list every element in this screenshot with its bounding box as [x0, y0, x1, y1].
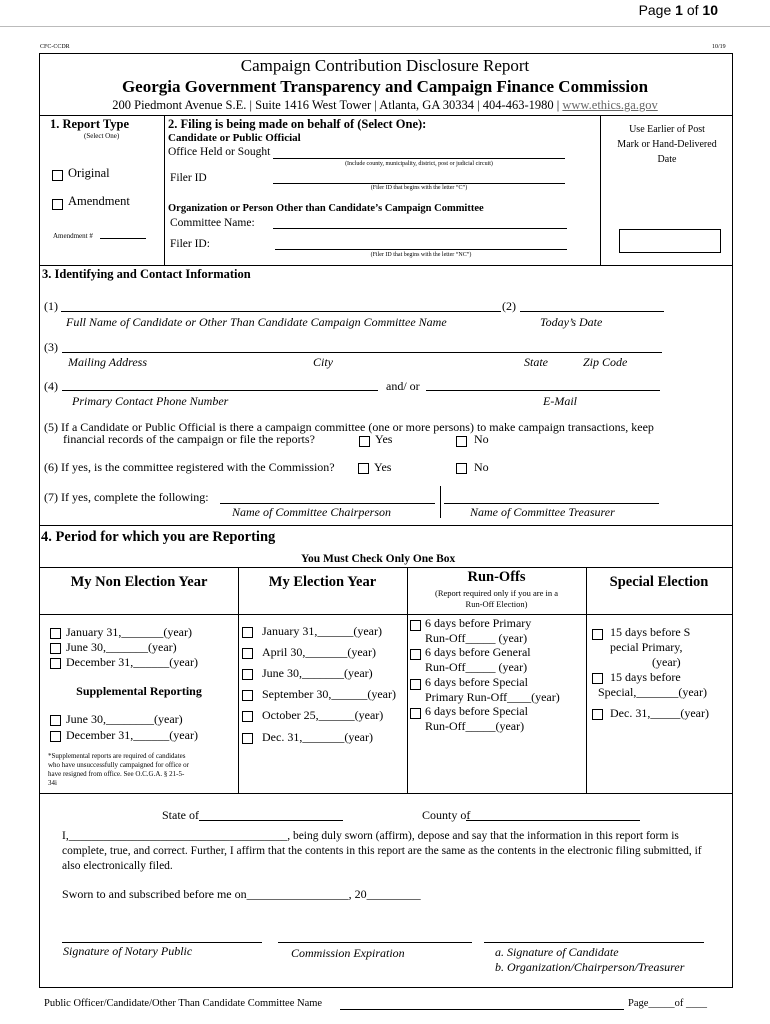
page-of: of	[686, 2, 699, 18]
special-primary-line3: (year)	[652, 655, 681, 669]
city-caption: City	[313, 355, 333, 369]
mailing-address-field[interactable]	[62, 352, 662, 353]
q7-divider	[440, 486, 441, 518]
special-election	[598, 670, 732, 700]
rule-top-sections	[40, 115, 732, 116]
original-label: Original	[68, 166, 110, 180]
supplemental-note	[48, 752, 238, 788]
and-or-label: and/ or	[386, 379, 420, 393]
form-code: CFC-CCDR	[40, 44, 70, 50]
runoff-special-line2: Run-Off_____(year)	[425, 718, 525, 733]
oath-line1: I,______________________________________, being duly sworn (affirm), depose and say that the information in this report form is	[62, 830, 679, 842]
page-label: Page	[638, 2, 672, 18]
committee-name-field[interactable]	[273, 228, 567, 229]
office-field[interactable]	[273, 158, 565, 159]
zip-caption: Zip Code	[583, 355, 628, 369]
supplemental-dec: December 31,______(year)	[66, 728, 198, 742]
runoff-special-primary	[425, 675, 560, 704]
rule-section4	[40, 525, 732, 526]
special-primary-line2: pecial Primary,	[610, 640, 683, 654]
amendment-number-field[interactable]	[100, 238, 146, 239]
page-counter	[639, 2, 718, 18]
phone-caption: Primary Contact Phone Number	[72, 394, 229, 408]
runoff-primary-line2: Run-Off_____ (year)	[425, 630, 528, 645]
revision-date: 10/19	[712, 44, 726, 50]
office-label: Office Held or Sought	[168, 146, 271, 158]
state-caption: State	[524, 355, 548, 369]
email-field[interactable]	[426, 390, 660, 391]
section4-heading: 4. Period for which you are Reporting	[41, 529, 276, 545]
commission-caption: Commission Expiration	[291, 946, 405, 960]
q6-yes-checkbox[interactable]	[358, 463, 369, 474]
non-election-dec-checkbox[interactable]	[50, 658, 61, 669]
org-heading: Organization or Person Other than Candidate’s Campaign Committee	[168, 203, 484, 214]
q6-yes-label: Yes	[374, 460, 392, 474]
commission-address	[0, 98, 770, 113]
item1-number: (1)	[44, 299, 58, 313]
question5-line1: (5) If a Candidate or Public Official is there a campaign committee (one or more persons) to make campaign transactions, keep	[44, 420, 654, 434]
special-primary-line1: 15 days before S	[610, 625, 691, 639]
filer-id-note: (Filer ID that begins with the letter “C”)	[370, 185, 468, 191]
chairperson-field[interactable]	[220, 503, 435, 504]
county-of-label: County of	[422, 808, 471, 822]
supplemental-heading: Supplemental Reporting	[76, 684, 202, 698]
question6: (6) If yes, is the committee registered with the Commission?	[44, 460, 335, 474]
mailing-address-caption: Mailing Address	[68, 355, 148, 369]
q6-no-checkbox[interactable]	[456, 463, 467, 474]
non-election-jan: January 31,_______(year)	[66, 625, 192, 639]
commission-name: Georgia Government Transparency and Campaign Finance Commission	[121, 77, 649, 96]
runoff-general	[425, 645, 531, 674]
email-caption: E-Mail	[543, 394, 577, 408]
runoff-special-checkbox[interactable]	[410, 708, 421, 719]
runoff-general-line1: 6 days before General	[425, 645, 531, 659]
chairperson-caption: Name of Committee Chairperson	[232, 505, 391, 519]
amendment-label: Amendment	[68, 194, 130, 208]
phone-field[interactable]	[62, 390, 378, 391]
col-special-heading: Special Election	[609, 574, 709, 590]
oath-line3: also electronically filed.	[62, 860, 173, 872]
notary-signature-field[interactable]	[62, 942, 262, 943]
election-dec-checkbox[interactable]	[242, 733, 253, 744]
website-link[interactable]: www.ethics.ga.gov	[562, 98, 658, 112]
amendment-checkbox[interactable]	[52, 199, 63, 210]
election-sep: September 30,______(year)	[262, 687, 396, 701]
footer-page: Page_____of ____	[628, 998, 708, 1009]
runoff-general-checkbox[interactable]	[410, 649, 421, 660]
supplemental-note-2: who have unsuccessfully campaigned for office or	[48, 761, 189, 769]
runoff-special-line1: 6 days before Special	[425, 704, 528, 718]
page-total: 10	[702, 2, 718, 18]
signature-org-caption: b. Organization/Chairperson/Treasurer	[495, 960, 685, 974]
special-election-line2: Special,_______(year)	[598, 685, 707, 699]
county-of-field[interactable]	[466, 820, 640, 821]
section1-heading: 1. Report Type	[50, 117, 130, 131]
election-jun-checkbox[interactable]	[242, 669, 253, 680]
runoff-special-primary-line2: Primary Run-Off____(year)	[425, 689, 560, 704]
select-one-note: (Select One)	[84, 132, 120, 140]
runoff-note-2: Run-Off Election)	[465, 599, 528, 609]
office-note: (Include county, municipality, district, post or judicial circuit)	[345, 161, 493, 167]
postmark-line2: Mark or Hand-Delivered	[617, 139, 717, 150]
special-election-line1: 15 days before	[610, 670, 681, 684]
footer-name-field[interactable]	[340, 1009, 624, 1010]
question7: (7) If yes, complete the following:	[44, 490, 209, 504]
election-jun: June 30,_______(year)	[262, 666, 373, 680]
org-filer-id-label: Filer ID:	[170, 238, 210, 250]
election-oct: October 25,______(year)	[262, 708, 384, 722]
runoff-general-line2: Run-Off_____ (year)	[425, 659, 528, 674]
item2-number: (2)	[502, 299, 516, 313]
postmark-line3: Date	[657, 154, 677, 165]
q6-no-label: No	[474, 460, 489, 474]
rule-section3	[40, 265, 732, 266]
state-of-label: State of	[162, 808, 199, 822]
section2-heading: 2. Filing is being made on behalf of (Select One):	[168, 117, 427, 131]
todays-date-field[interactable]	[520, 311, 664, 312]
col-election-heading: My Election Year	[268, 574, 377, 590]
rule-period-header-top	[40, 567, 732, 568]
notary-caption: Signature of Notary Public	[63, 944, 193, 958]
signature-candidate-caption: a. Signature of Candidate	[495, 945, 619, 959]
org-filer-id-note: (Filer ID that begins with the letter “NC”)	[370, 252, 472, 258]
election-oct-checkbox[interactable]	[242, 711, 253, 722]
state-of-field[interactable]	[199, 820, 343, 821]
q5-yes-label: Yes	[375, 432, 393, 446]
election-apr-checkbox[interactable]	[242, 648, 253, 659]
election-dec: Dec. 31,_______(year)	[262, 730, 373, 744]
rule-period-bottom	[40, 793, 732, 794]
supplemental-note-3: have resigned from office. See O.C.G.A. § 21-5-	[48, 770, 185, 778]
special-dec-checkbox[interactable]	[592, 709, 603, 720]
col-runoffs-heading: Run-Offs	[467, 569, 526, 585]
todays-date-caption: Today’s Date	[540, 315, 603, 329]
supplemental-jun: June 30,________(year)	[66, 712, 183, 726]
footer-name-label: Public Officer/Candidate/Other Than Candidate Committee Name	[44, 998, 323, 1009]
election-apr: April 30,_______(year)	[262, 645, 376, 659]
col-non-election-heading: My Non Election Year	[70, 574, 208, 590]
committee-name-label: Committee Name:	[170, 217, 255, 229]
rule-period-header-bottom	[40, 614, 732, 615]
section3-heading: 3. Identifying and Contact Information	[42, 267, 251, 281]
question5-line2: financial records of the campaign or file the reports?	[63, 432, 315, 446]
candidate-heading: Candidate or Public Official	[168, 132, 301, 144]
non-election-jun: June 30,_______(year)	[66, 640, 177, 654]
filer-id-label: Filer ID	[170, 172, 207, 184]
runoff-note-1: (Report required only if you are in a	[435, 588, 558, 598]
form-title: Campaign Contribution Disclosure Report	[240, 56, 530, 75]
full-name-field[interactable]	[61, 311, 501, 312]
non-election-jan-checkbox[interactable]	[50, 628, 61, 639]
runoff-primary-checkbox[interactable]	[410, 620, 421, 631]
special-primary	[598, 625, 728, 670]
q5-no-label: No	[474, 432, 489, 446]
postmark-date-box[interactable]	[619, 229, 721, 253]
special-dec: Dec. 31,_____(year)	[610, 706, 709, 720]
item4-number: (4)	[44, 379, 58, 393]
election-jan-checkbox[interactable]	[242, 627, 253, 638]
election-jan: January 31,______(year)	[262, 624, 382, 638]
header-rule	[0, 26, 770, 27]
full-name-caption: Full Name of Candidate or Other Than Candidate Campaign Committee Name	[66, 315, 447, 329]
oath-line2: complete, true, and correct. Further, I affirm that the contents in this report are the same as the contents in the electronic filing submitted, if	[62, 845, 702, 857]
org-filer-id-field[interactable]	[275, 249, 567, 250]
supplemental-note-4: 34i	[48, 779, 57, 787]
runoff-primary-line1: 6 days before Primary	[425, 616, 532, 630]
q5-yes-checkbox[interactable]	[359, 436, 370, 447]
election-sep-checkbox[interactable]	[242, 690, 253, 701]
runoff-primary	[425, 616, 531, 645]
original-checkbox[interactable]	[52, 170, 63, 181]
commission-expiration-field[interactable]	[278, 942, 472, 943]
postmark-instructions	[603, 122, 731, 167]
amendment-number-label: Amendment #	[53, 232, 93, 240]
filer-id-field[interactable]	[273, 183, 565, 184]
supplemental-dec-checkbox[interactable]	[50, 731, 61, 742]
page-number: 1	[675, 2, 683, 18]
non-election-jun-checkbox[interactable]	[50, 643, 61, 654]
divider-postmark	[600, 115, 601, 265]
non-election-dec: December 31,______(year)	[66, 655, 198, 669]
q5-no-checkbox[interactable]	[456, 436, 467, 447]
runoff-special-primary-checkbox[interactable]	[410, 679, 421, 690]
postmark-line1: Use Earlier of Post	[629, 124, 705, 135]
must-check-note: You Must Check Only One Box	[301, 553, 456, 565]
supplemental-jun-checkbox[interactable]	[50, 715, 61, 726]
divider-col1	[238, 567, 239, 793]
supplemental-note-1: *Supplemental reports are required of candidates	[48, 752, 186, 760]
divider-section1	[164, 115, 165, 265]
sworn-statement: Sworn to and subscribed before me on_________________, 20_________	[62, 887, 421, 901]
treasurer-field[interactable]	[444, 503, 659, 504]
runoff-special	[425, 704, 528, 733]
treasurer-caption: Name of Committee Treasurer	[470, 505, 615, 519]
item3-number: (3)	[44, 340, 58, 354]
candidate-signature-field[interactable]	[484, 942, 704, 943]
divider-col3	[586, 567, 587, 793]
runoff-special-primary-line1: 6 days before Special	[425, 675, 528, 689]
address-text: 200 Piedmont Avenue S.E. | Suite 1416 West Tower | Atlanta, GA 30334 | 404-463-1980 |	[112, 98, 560, 112]
